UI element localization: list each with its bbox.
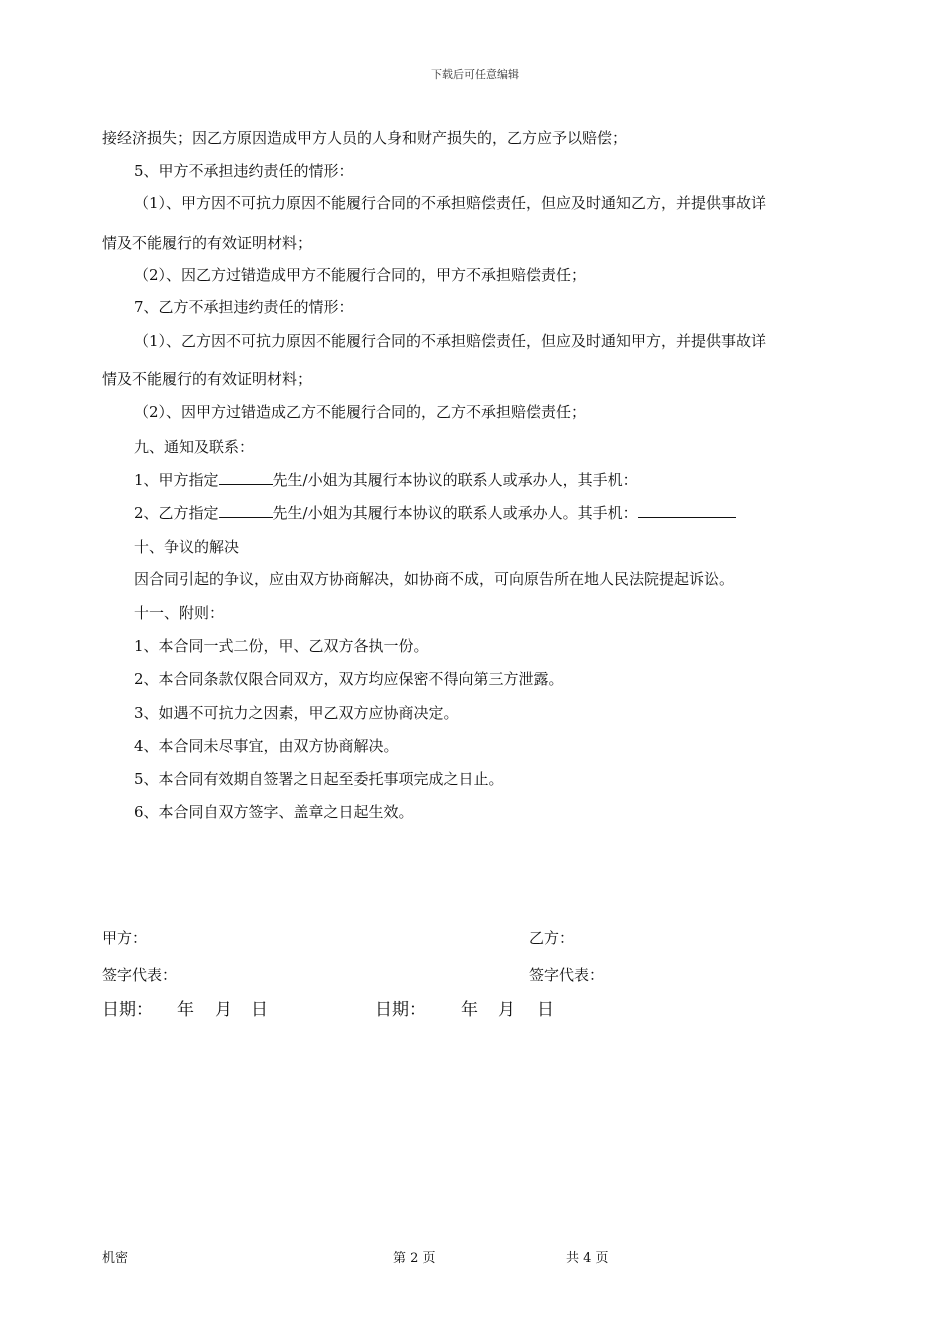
date-month: 月 bbox=[215, 1000, 232, 1020]
party-a-label: 甲方： bbox=[102, 929, 148, 947]
clause-item: 1、本合同一式二份，甲、乙双方各执一份。 bbox=[134, 637, 429, 655]
body-line: 因合同引起的争议，应由双方协商解决，如协商不成，可向原告所在地人民法院提起诉讼。 bbox=[134, 570, 735, 588]
body-line: 情及不能履行的有效证明材料； bbox=[102, 234, 313, 252]
party-b-label: 乙方： bbox=[529, 929, 575, 947]
body-line: （2）、因甲方过错造成乙方不能履行合同的，乙方不承担赔偿责任； bbox=[134, 403, 587, 421]
contact-suffix: 先生/小姐为其履行本协议的联系人或承办人，其手机： bbox=[272, 471, 638, 489]
date-label-party-b: 日期： bbox=[375, 1000, 426, 1020]
clause-item: 2、本合同条款仅限合同双方，双方均应保密不得向第三方泄露。 bbox=[134, 670, 564, 688]
date-label-party-a: 日期： bbox=[102, 1000, 153, 1020]
confidential-label: 机密 bbox=[102, 1251, 129, 1266]
section-heading: 十、争议的解决 bbox=[134, 538, 240, 556]
date-day: 日 bbox=[537, 1000, 554, 1020]
date-year: 年 bbox=[461, 1000, 478, 1020]
date-day: 日 bbox=[251, 1000, 268, 1020]
contact-prefix: 1、甲方指定 bbox=[134, 471, 219, 489]
contact-line-party-b bbox=[134, 503, 736, 523]
contact-line-party-a bbox=[134, 470, 638, 490]
page-total: 共 4 页 bbox=[566, 1251, 609, 1266]
section-heading: 九、通知及联系： bbox=[134, 438, 255, 456]
section-heading: 5、甲方不承担违约责任的情形： bbox=[134, 162, 354, 180]
clause-item: 3、如遇不可抗力之因素，甲乙双方应协商决定。 bbox=[134, 704, 459, 722]
section-heading: 十一、附则： bbox=[134, 604, 225, 622]
contact-name-blank[interactable] bbox=[219, 470, 273, 485]
body-line: （1）、乙方因不可抗力原因不能履行合同的不承担赔偿责任，但应及时通知甲方，并提供事故详 bbox=[134, 332, 767, 350]
party-b-representative-label: 签字代表： bbox=[529, 966, 605, 984]
contact-suffix: 先生/小姐为其履行本协议的联系人或承办人。其手机： bbox=[272, 504, 638, 522]
phone-blank[interactable] bbox=[638, 503, 736, 518]
body-line: 情及不能履行的有效证明材料； bbox=[102, 370, 313, 388]
clause-item: 6、本合同自双方签字、盖章之日起生效。 bbox=[134, 803, 414, 821]
body-line: （2）、因乙方过错造成甲方不能履行合同的，甲方不承担赔偿责任； bbox=[134, 266, 587, 284]
body-line: （1）、甲方因不可抗力原因不能履行合同的不承担赔偿责任，但应及时通知乙方，并提供事故详 bbox=[134, 194, 767, 212]
contact-name-blank[interactable] bbox=[219, 503, 273, 518]
party-a-representative-label: 签字代表： bbox=[102, 966, 178, 984]
date-month: 月 bbox=[498, 1000, 515, 1020]
contact-prefix: 2、乙方指定 bbox=[134, 504, 219, 522]
date-year: 年 bbox=[177, 1000, 194, 1020]
body-line: 接经济损失；因乙方原因造成甲方人员的人身和财产损失的，乙方应予以赔偿； bbox=[102, 129, 628, 147]
clause-item: 4、本合同未尽事宜，由双方协商解决。 bbox=[134, 737, 399, 755]
section-heading: 7、乙方不承担违约责任的情形： bbox=[134, 298, 354, 316]
page-header: 下载后可任意编辑 bbox=[431, 68, 519, 81]
clause-item: 5、本合同有效期自签署之日起至委托事项完成之日止。 bbox=[134, 770, 504, 788]
page-number: 第 2 页 bbox=[393, 1251, 436, 1266]
